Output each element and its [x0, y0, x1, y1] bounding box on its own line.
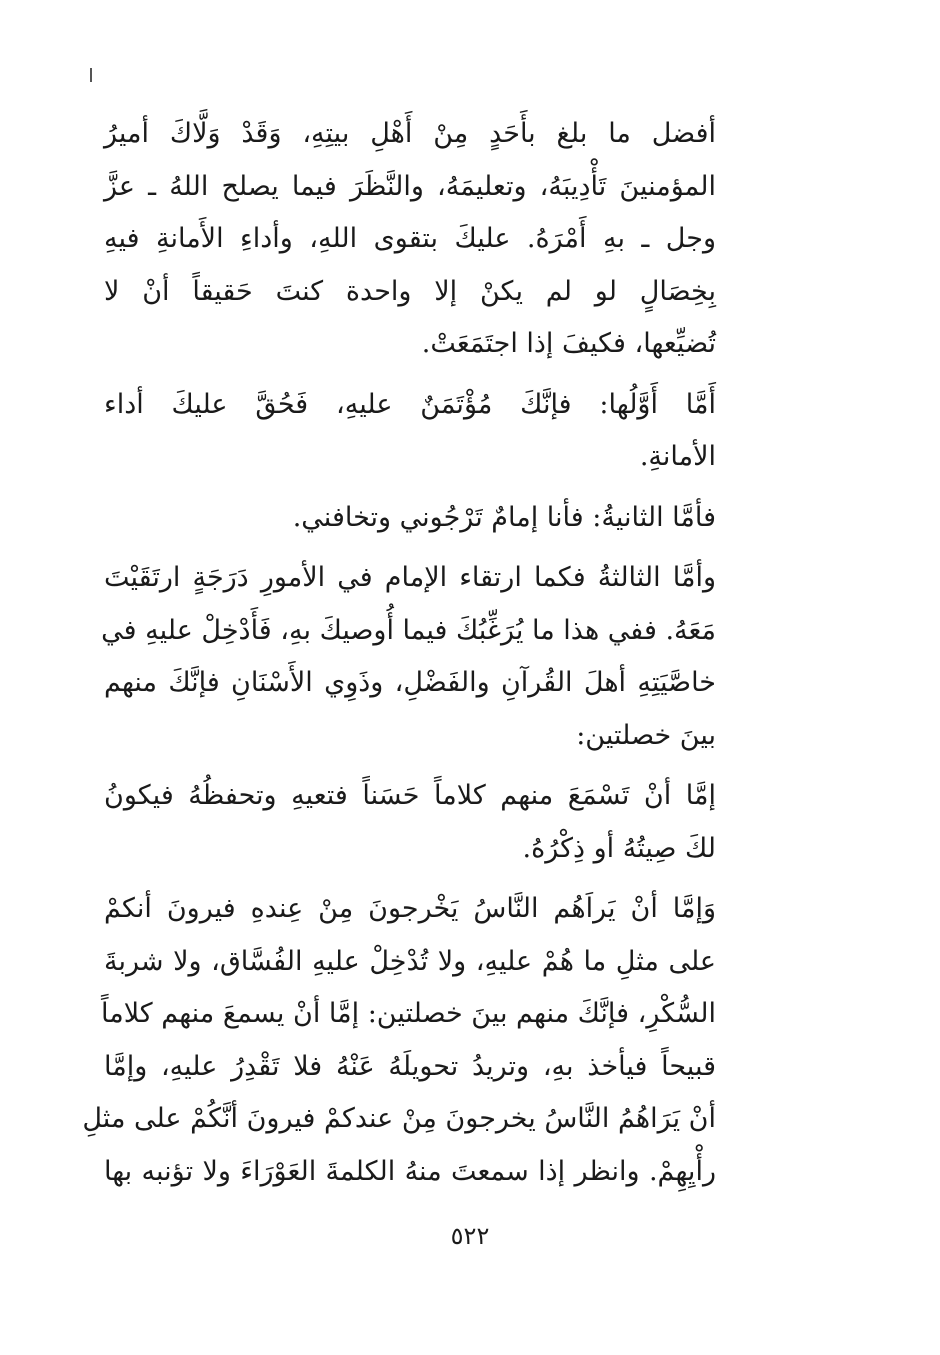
paragraph-1: [104, 108, 716, 371]
paragraph-5: [104, 770, 716, 875]
paragraph-4: [101, 552, 716, 762]
text-line: وجل ـ بهِ أَمْرَهُ. عليكَ بتقوى اللهِ، وأداءِ الأَمانةِ فيهِ: [104, 223, 716, 254]
text-line: إمَّا أنْ تَسْمَعَ منهم كلاماً حَسَناً فتعيهِ وتحفظُهُ فيكونُ: [104, 780, 716, 811]
paragraph-2: [104, 379, 716, 484]
text-line: الأمانةِ.: [639, 441, 716, 472]
text-line: تُضيِّعها، فكيفَ إذا اجتَمَعَتْ.: [421, 328, 716, 359]
text-line: المؤمنينَ تَأْدِيبَهُ، وتعليمَهُ، والنَّظَرَ فيما يصلح اللهُ ـ عزَّ: [104, 170, 716, 202]
text-line: وَإمَّا أنْ يَراَهُم النَّاسُ يَخْرجونَ مِنْ عِندهِ فيرونَ أنكمْ: [104, 893, 716, 924]
text-line: على مثلِ ما هُمْ عليهِ، ولا تُدْخِلْ عليهِ الفُسَّاق، ولا شربةَ: [104, 945, 716, 977]
text-line: أنْ يَرَاهُمُ النَّاسُ يخرجونَ مِنْ عندكمْ فيرونَ أنَّكُمْ على مثلِ: [82, 1103, 716, 1134]
page-number: ٥٢٢: [450, 1222, 490, 1250]
text-line: وأمَّا الثالثةُ فكما ارتقاء الإمام في الأمورِ دَرَجَةٍ ارتَقَيْتَ: [104, 562, 716, 593]
paragraph-3: [104, 492, 716, 545]
text-line: فأمَّا الثانيةُ: فأنا إمامٌ تَرْجُوني وتخافني.: [292, 501, 716, 533]
text-line: مَعَهُ. ففي هذا ما يُرَغِّبُكَ فيما أُوصيكَ بهِ، فَأَدْخِلْ عليهِ في: [101, 614, 716, 646]
body-text: [82, 108, 716, 1198]
text-line: أَمَّا أَوَّلُها: فإنَّكَ مُؤْتَمَنٌ عليهِ، فَحُقَّ عليكَ أداء: [104, 388, 716, 420]
text-line: بينَ خصلتين:: [576, 719, 716, 751]
text-line: بِخِصَالٍ لو لم يكنْ إلا واحدة كنتَ حَقيقاً أنْ لا: [104, 275, 716, 307]
paragraph-6: [82, 883, 716, 1198]
text-line: قبيحاً فيأخذ بهِ، وتريدُ تحويلَهُ عَنْهُ فلا تَقْدِرُ عليهِ، وإمَّا: [104, 1050, 716, 1082]
text-line: أفضل ما بلغ بأَحَدٍ مِنْ أَهْلِ بيتِهِ، وَقَدْ وَلَّاكَ أميرُ: [104, 118, 716, 149]
text-line: رأْيِهِمْ. وانظر إذا سمعتَ منهُ الكلمةَ العَوْرَاءَ ولا تؤنبه بها: [104, 1155, 716, 1187]
text-line: خاصَّيَتِهِ أهلَ القُرآنِ والفَضْلِ، وذَوِي الأَسْنَانِ فإنَّكَ منهم: [104, 667, 716, 698]
text-line: لكَ صِيتُهُ أو ذِكْرُهُ.: [522, 832, 716, 864]
text-line: السُّكْرِ، فإنَّكَ منهم بينَ خصلتين: إمَّا أنْ يسمعَ منهم كلاماً: [101, 998, 716, 1029]
margin-mark: [90, 68, 92, 82]
